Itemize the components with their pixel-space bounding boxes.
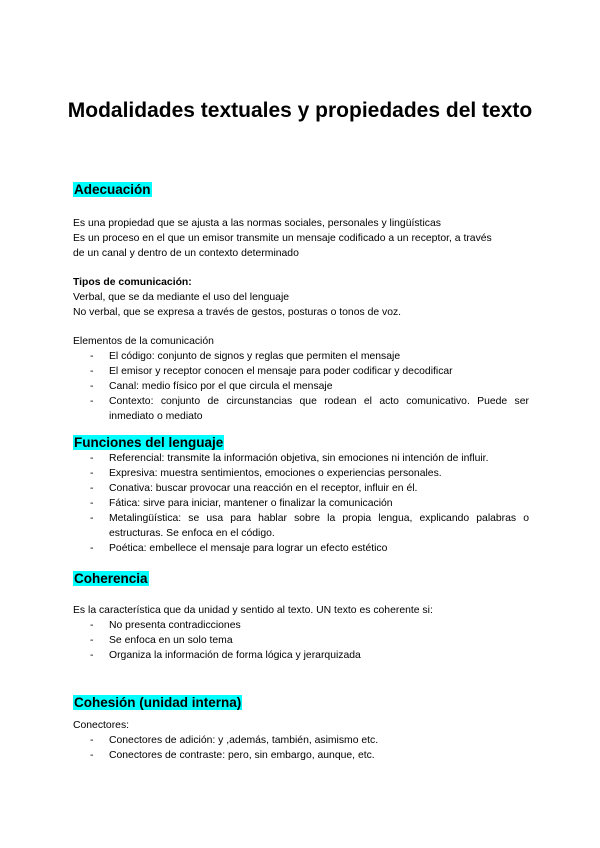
list-item-text: Metalingüística: se usa para hablar sobre la propia lengua, explicando palabras o estructuras. Se enfoca en el código.	[109, 513, 529, 539]
list-dash: -	[90, 351, 94, 362]
section-heading-coherencia	[73, 570, 149, 587]
text-line: Elementos de la comunicación	[73, 336, 214, 347]
elementos-comunicacion-title	[73, 334, 529, 349]
list-item-text: El código: conjunto de signos y reglas que permiten el mensaje	[109, 351, 401, 362]
cohesion-intro	[73, 718, 529, 733]
list-dash: -	[90, 635, 94, 646]
list-dash: -	[90, 498, 94, 509]
section-heading-adecuacion	[73, 181, 152, 198]
list-item-text: Conativa: buscar provocar una reacción en el receptor, influir en él.	[109, 483, 418, 494]
tipo-no-verbal: No verbal, que se expresa a través de gestos, posturas o tonos de voz.	[73, 307, 402, 318]
text-line: Conectores:	[73, 720, 130, 731]
heading-highlight: Coherencia	[74, 571, 148, 586]
list-dash: -	[90, 620, 94, 631]
list-item-text: Contexto: conjunto de circunstancias que rodean el acto comunicativo. Puede ser inmediato o mediato	[109, 396, 529, 422]
list-item-text: Se enfoca en un solo tema	[109, 635, 233, 646]
list-item	[73, 541, 529, 556]
list-item	[73, 648, 529, 663]
list-item	[73, 748, 529, 763]
funciones-list	[73, 451, 529, 556]
document-title: Modalidades textuales y propiedades del texto	[67, 99, 533, 122]
list-item-text: Canal: medio físico por el que circula el mensaje	[109, 381, 333, 392]
tipos-comunicacion-title: Tipos de comunicación:	[73, 277, 192, 288]
text-line: Es una propiedad que se ajusta a las normas sociales, personales y lingüísticas	[73, 218, 441, 229]
tipos-comunicacion-block	[73, 275, 529, 320]
list-dash: -	[90, 750, 94, 761]
conectores-list	[73, 733, 529, 763]
text-line: de un canal y dentro de un contexto determinado	[73, 248, 299, 259]
list-dash: -	[90, 396, 94, 407]
list-item	[73, 466, 529, 481]
list-dash: -	[90, 650, 94, 661]
text-line: Es la característica que da unidad y sentido al texto. UN texto es coherente si:	[73, 605, 433, 616]
list-item-text: Fática: sirve para iniciar, mantener o finalizar la comunicación	[109, 498, 393, 509]
list-item	[73, 451, 529, 466]
list-item-text: Organiza la información de forma lógica y jerarquizada	[109, 650, 361, 661]
list-dash: -	[90, 366, 94, 377]
section-heading-cohesion	[73, 694, 242, 711]
list-item	[73, 496, 529, 511]
list-dash: -	[90, 453, 94, 464]
coherencia-intro	[73, 603, 529, 618]
list-item	[73, 481, 529, 496]
adecuacion-description	[73, 216, 529, 261]
list-item-text: Referencial: transmite la información objetiva, sin emociones ni intención de influir.	[109, 453, 489, 464]
list-item-text: No presenta contradicciones	[109, 620, 241, 631]
list-dash: -	[90, 543, 94, 554]
list-dash: -	[90, 483, 94, 494]
list-item-text: Expresiva: muestra sentimientos, emociones o experiencias personales.	[109, 468, 442, 479]
list-item	[73, 511, 529, 541]
elementos-comunicacion-list	[73, 349, 529, 424]
list-item	[73, 379, 529, 394]
list-item	[73, 618, 529, 633]
list-item	[73, 349, 529, 364]
list-item	[73, 394, 529, 424]
coherencia-list	[73, 618, 529, 663]
list-item-text: Conectores de contraste: pero, sin embargo, aunque, etc.	[109, 750, 375, 761]
list-dash: -	[90, 381, 94, 392]
list-item-text: El emisor y receptor conocen el mensaje para poder codificar y decodificar	[109, 366, 453, 377]
list-item-text: Poética: embellece el mensaje para lograr un efecto estético	[109, 543, 388, 554]
list-item	[73, 733, 529, 748]
section-heading-funciones	[73, 434, 224, 451]
list-dash: -	[90, 513, 94, 524]
list-dash: -	[90, 735, 94, 746]
heading-highlight: Adecuación	[74, 182, 151, 197]
list-item-text: Conectores de adición: y ,además, también, asimismo etc.	[109, 735, 379, 746]
text-line: Es un proceso en el que un emisor transmite un mensaje codificado a un receptor, a través	[73, 233, 492, 244]
heading-highlight: Cohesión (unidad interna)	[74, 695, 242, 710]
list-item	[73, 364, 529, 379]
tipo-verbal: Verbal, que se da mediante el uso del lenguaje	[73, 292, 290, 303]
heading-highlight: Funciones del lenguaje	[74, 435, 224, 450]
list-item	[73, 633, 529, 648]
list-dash: -	[90, 468, 94, 479]
